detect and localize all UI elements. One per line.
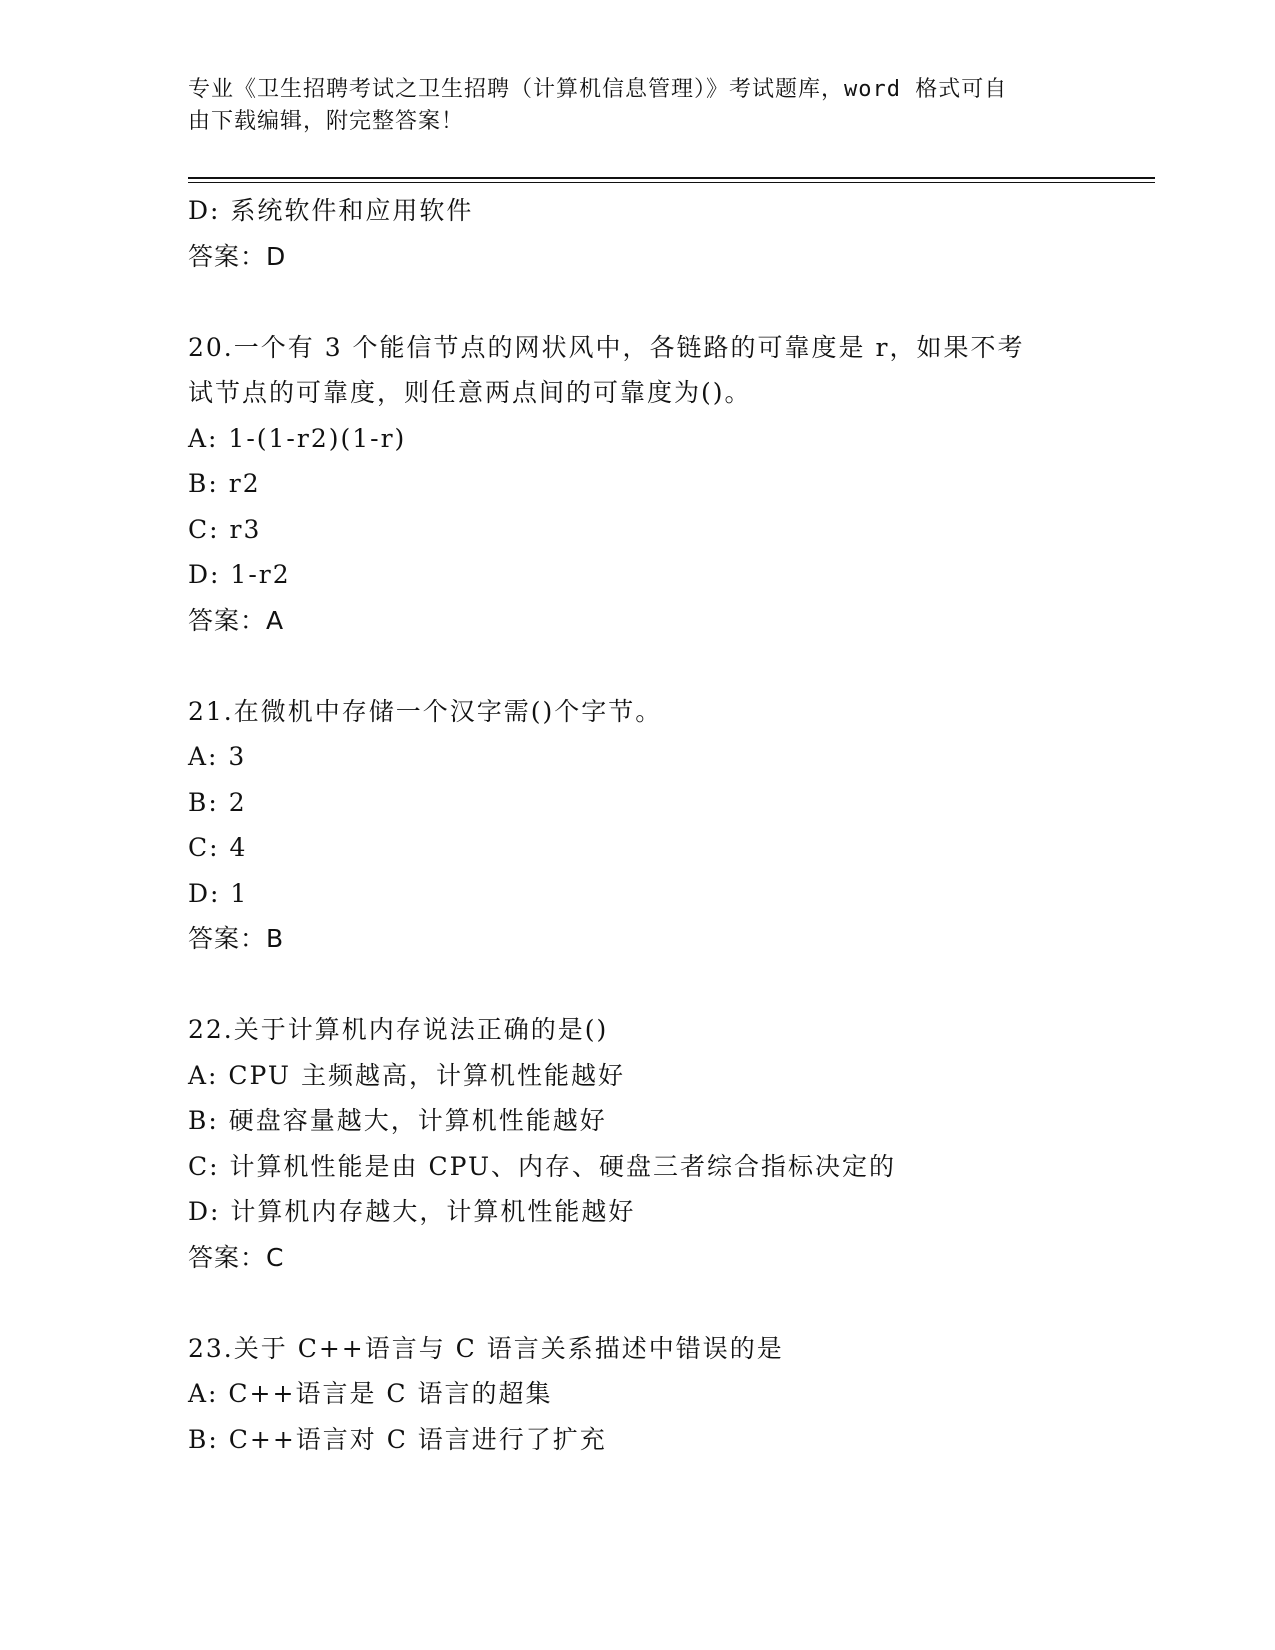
spacer	[188, 962, 1088, 1008]
header-divider-thick	[188, 177, 1155, 179]
option-a: A: CPU 主频越高，计算机性能越好	[188, 1060, 625, 1090]
question-20	[188, 325, 1088, 644]
question-23	[188, 1326, 1088, 1463]
option-a: A: 3	[188, 742, 247, 771]
option-c: C: 计算机性能是由 CPU、内存、硬盘三者综合指标决定的	[188, 1151, 897, 1181]
document-header	[188, 74, 1068, 138]
question-stem: 22.关于计算机内存说法正确的是()	[188, 1015, 609, 1044]
question-stem: 23.关于 C++语言与 C 语言关系描述中错误的是	[188, 1333, 784, 1363]
spacer	[188, 279, 1088, 325]
option-b: B: 硬盘容量越大，计算机性能越好	[188, 1106, 607, 1135]
question-stem: 20.一个有 3 个能信节点的网状风中，各链路的可靠度是 r，如果不考	[188, 332, 1025, 362]
option-b: B: 2	[188, 787, 247, 817]
option-d: D: 系统软件和应用软件	[188, 196, 474, 225]
option-c: C: 4	[188, 833, 248, 862]
spacer	[188, 643, 1088, 689]
question-stem-continued: 试节点的可靠度，则任意两点间的可靠度为()。	[188, 378, 752, 407]
answer: 答案：D	[188, 241, 287, 271]
answer: 答案：C	[188, 1242, 285, 1272]
option-d: D: 计算机内存越大，计算机性能越好	[188, 1197, 636, 1226]
question-22	[188, 1007, 1088, 1280]
option-b: B: C++语言对 C 语言进行了扩充	[188, 1424, 607, 1454]
question-21	[188, 689, 1088, 962]
question-stem: 21.在微机中存储一个汉字需()个字节。	[188, 696, 663, 726]
spacer	[188, 1280, 1088, 1326]
option-a: A: C++语言是 C 语言的超集	[188, 1379, 553, 1408]
answer: 答案：A	[188, 605, 285, 635]
header-line-1: 专业《卫生招聘考试之卫生招聘（计算机信息管理）》考试题库，word 格式可自	[188, 77, 1008, 102]
option-b: B: r2	[188, 469, 261, 498]
option-a: A: 1-(1-r2)(1-r)	[188, 423, 407, 453]
header-divider-thin	[188, 182, 1155, 183]
header-line-2: 由下载编辑，附完整答案！	[188, 109, 465, 134]
answer: 答案：B	[188, 924, 285, 953]
option-c: C: r3	[188, 514, 262, 544]
option-d: D: 1	[188, 878, 249, 908]
option-d: D: 1-r2	[188, 560, 291, 589]
question-list	[188, 188, 1088, 1462]
